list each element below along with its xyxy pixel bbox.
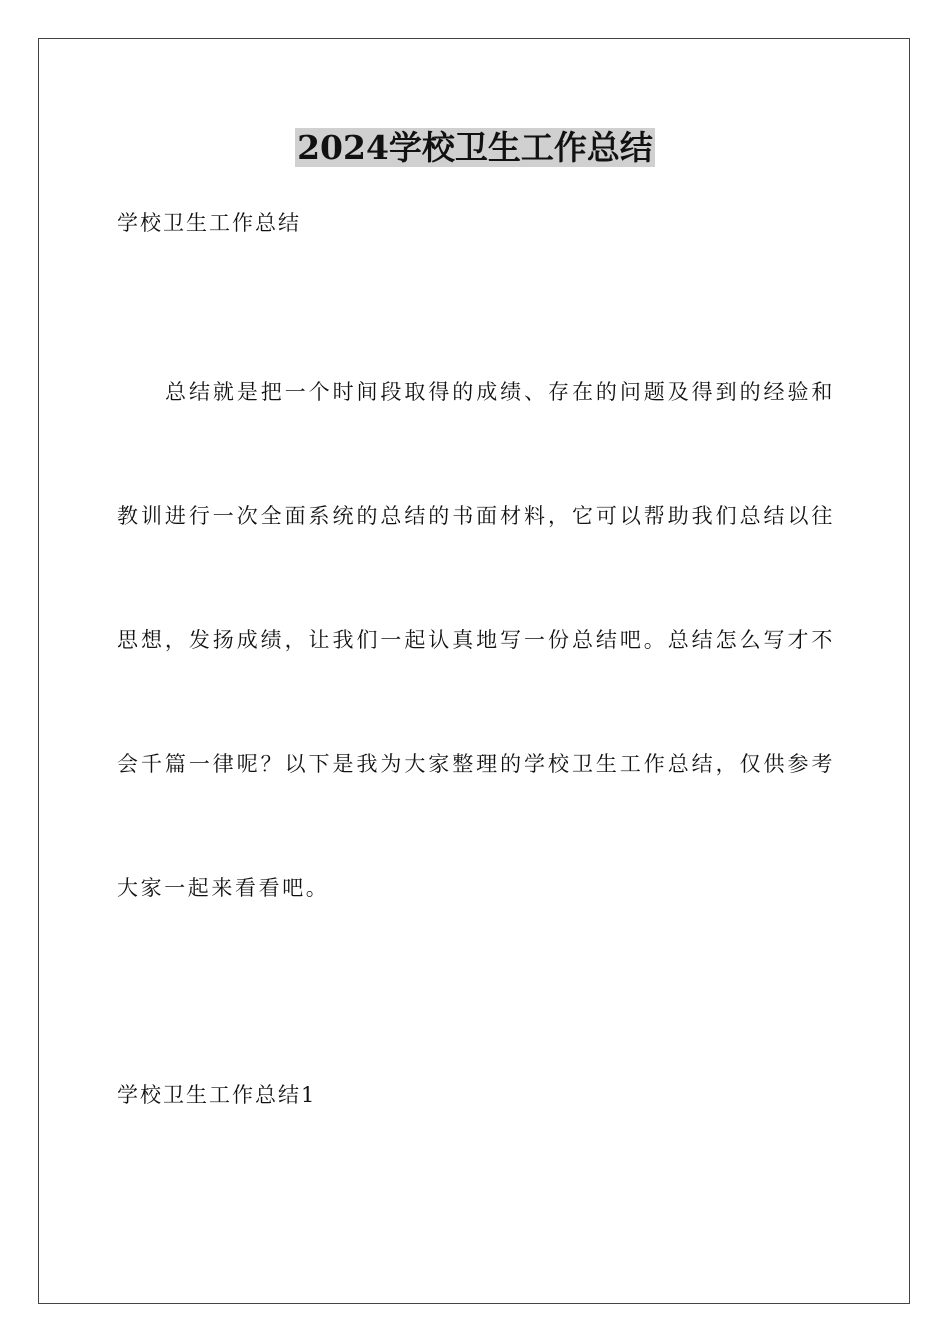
document-subtitle: 学校卫生工作总结: [117, 211, 301, 235]
section-heading: 学校卫生工作总结1: [117, 1083, 317, 1107]
document-title-text: 2024学校卫生工作总结: [297, 128, 653, 167]
document-title: [0, 126, 950, 170]
intro-paragraph: 总结就是把一个时间段取得的成绩、存在的问题及得到的经验和教训进行一次全面系统的总结的书面材料，它可以帮助我们总结以往思想，发扬成绩，让我们一起认真地写一份总结吧。总结怎么写才不会千篇一律呢？以下是我为大家整理的学校卫生工作总结，仅供参考大家一起来看看吧。: [117, 380, 835, 900]
